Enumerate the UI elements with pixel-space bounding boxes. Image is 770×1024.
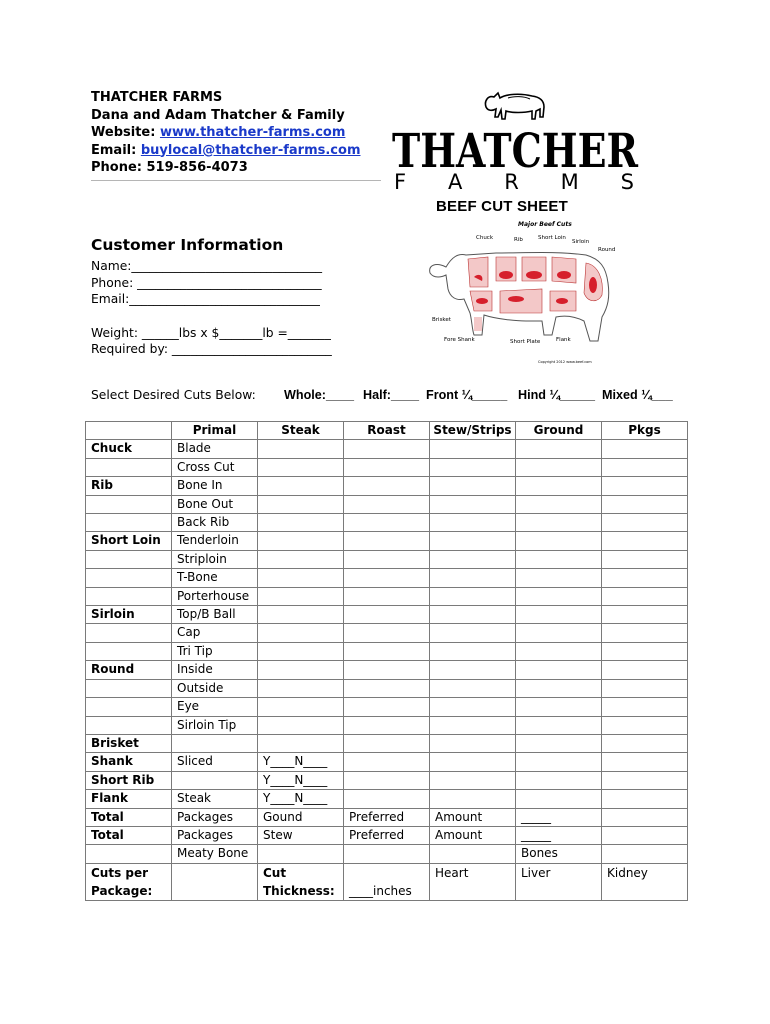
ground-cell[interactable] — [516, 440, 602, 458]
primal-cell — [86, 569, 172, 587]
cut-cell: Blade — [172, 440, 258, 458]
roast-cell[interactable] — [344, 771, 430, 789]
table-row — [86, 587, 688, 605]
cut-cell: Back Rib — [172, 514, 258, 532]
cut-cell: Bone In — [172, 477, 258, 495]
pkgs-cell[interactable] — [602, 845, 688, 863]
table-row — [86, 716, 688, 734]
kidney-cell[interactable] — [602, 863, 688, 900]
roast-cell[interactable] — [344, 477, 430, 495]
primal-cell — [86, 458, 172, 476]
table-header-row — [86, 422, 688, 440]
table-row — [86, 790, 688, 808]
table-row — [86, 550, 688, 568]
cut-label: Cut — [263, 865, 287, 880]
header-cell: Pkgs — [602, 422, 688, 440]
ground-cell[interactable]: Bones — [516, 845, 602, 863]
roast-cell[interactable] — [344, 587, 430, 605]
cow-icon — [485, 93, 544, 119]
steak-cell[interactable] — [258, 679, 344, 697]
cut-cell: Meaty Bone — [172, 845, 258, 863]
roast-cell[interactable] — [344, 716, 430, 734]
pkgs-cell[interactable] — [602, 550, 688, 568]
ground-cell[interactable] — [516, 624, 602, 642]
logo-thatcher: THATCHER — [392, 124, 639, 179]
table-row — [86, 624, 688, 642]
ground-cell[interactable] — [516, 753, 602, 771]
roast-cell[interactable]: Preferred — [344, 808, 430, 826]
whole-field[interactable]: Whole:____ — [284, 388, 354, 402]
stew-cell[interactable]: Amount — [430, 808, 516, 826]
heart-label: Heart — [435, 865, 469, 880]
primal-cell: Total — [86, 826, 172, 844]
mixed-quarter-field[interactable]: Mixed ¼___ — [602, 388, 673, 402]
header-cell: Steak — [258, 422, 344, 440]
steak-cell[interactable] — [258, 495, 344, 513]
primal-cell: Total — [86, 808, 172, 826]
contact-block — [91, 89, 361, 177]
phone-line: Phone: 519-856-4073 — [91, 160, 248, 175]
cut-cell: Tri Tip — [172, 642, 258, 660]
table-row — [86, 845, 688, 863]
stew-cell[interactable] — [430, 661, 516, 679]
roast-cell[interactable] — [344, 458, 430, 476]
header-cell — [86, 422, 172, 440]
ground-cell[interactable] — [516, 679, 602, 697]
pkgs-cell[interactable] — [602, 440, 688, 458]
sheet-title: BEEF CUT SHEET — [436, 198, 568, 215]
email-field[interactable]: Email:_______________________________ — [91, 292, 320, 306]
cut-thickness-cell[interactable] — [258, 863, 344, 900]
pkgs-cell[interactable] — [602, 606, 688, 624]
steak-cell[interactable] — [258, 716, 344, 734]
steak-cell[interactable] — [258, 550, 344, 568]
pkgs-cell[interactable] — [602, 514, 688, 532]
steak-cell[interactable] — [258, 606, 344, 624]
table-row — [86, 458, 688, 476]
primal-cell — [86, 550, 172, 568]
primal-cell — [86, 679, 172, 697]
liver-label: Liver — [521, 865, 551, 880]
label-chuck: Chuck — [476, 235, 494, 241]
table-row — [86, 569, 688, 587]
roast-cell[interactable] — [344, 606, 430, 624]
pkgs-cell[interactable] — [602, 753, 688, 771]
stew-cell[interactable] — [430, 458, 516, 476]
primal-cell — [86, 495, 172, 513]
primal-cell: Sirloin — [86, 606, 172, 624]
customer-fields — [91, 258, 332, 358]
steak-cell[interactable]: Y____N____ — [258, 771, 344, 789]
steak-cell[interactable] — [258, 458, 344, 476]
pkgs-cell[interactable] — [602, 698, 688, 716]
ground-cell[interactable] — [516, 477, 602, 495]
ground-cell[interactable] — [516, 698, 602, 716]
stew-cell[interactable] — [430, 440, 516, 458]
email-line — [91, 142, 361, 160]
pkgs-cell[interactable] — [602, 532, 688, 550]
front-quarter-field[interactable]: Front ¼_____ — [426, 388, 508, 402]
stew-cell[interactable] — [430, 845, 516, 863]
primal-cell: Round — [86, 661, 172, 679]
spacer — [349, 864, 429, 882]
pkgs-cell[interactable] — [602, 477, 688, 495]
stew-cell[interactable] — [430, 698, 516, 716]
customer-info-title: Customer Information — [91, 236, 284, 254]
header-cell: Ground — [516, 422, 602, 440]
cut-cell: Inside — [172, 661, 258, 679]
roast-cell[interactable] — [344, 514, 430, 532]
kidney-label: Kidney — [607, 865, 648, 880]
cut-cell: Packages — [172, 826, 258, 844]
steak-cell[interactable] — [258, 569, 344, 587]
ground-cell[interactable] — [516, 661, 602, 679]
pkgs-cell[interactable] — [602, 679, 688, 697]
ground-cell[interactable] — [516, 790, 602, 808]
primal-cell: Short Loin — [86, 532, 172, 550]
contact-divider — [91, 180, 381, 181]
stew-cell[interactable] — [430, 716, 516, 734]
label-rib: Rib — [514, 237, 523, 243]
pkgs-cell[interactable] — [602, 587, 688, 605]
stew-cell[interactable] — [430, 495, 516, 513]
stew-cell[interactable] — [430, 477, 516, 495]
primal-cell: Short Rib — [86, 771, 172, 789]
cut-cell: Cap — [172, 624, 258, 642]
table-row — [86, 606, 688, 624]
stew-cell[interactable] — [430, 606, 516, 624]
primal-cell — [86, 514, 172, 532]
weight-field[interactable]: Weight: ______lbs x $_______lb =_______ — [91, 325, 331, 340]
steak-cell[interactable] — [258, 440, 344, 458]
pkgs-cell[interactable] — [602, 771, 688, 789]
website-line — [91, 124, 361, 142]
steak-cell[interactable]: Y____N____ — [258, 753, 344, 771]
steak-cell[interactable] — [258, 477, 344, 495]
ground-cell[interactable] — [516, 550, 602, 568]
ground-cell[interactable] — [516, 606, 602, 624]
stew-cell[interactable] — [430, 790, 516, 808]
primal-cell: Rib — [86, 477, 172, 495]
table-row — [86, 753, 688, 771]
table-row — [86, 440, 688, 458]
steak-cell[interactable]: Stew — [258, 826, 344, 844]
stew-cell[interactable]: Amount — [430, 826, 516, 844]
roast-cell[interactable] — [344, 550, 430, 568]
inches-cell[interactable] — [344, 863, 430, 900]
table-row — [86, 863, 688, 900]
website-link[interactable]: www.thatcher-farms.com — [159, 125, 346, 140]
table-row — [86, 514, 688, 532]
roast-cell[interactable] — [344, 679, 430, 697]
roast-cell[interactable] — [344, 661, 430, 679]
cut-cell: Eye — [172, 698, 258, 716]
header-cell: Stew/Strips — [430, 422, 516, 440]
cut-cell — [172, 734, 258, 752]
cut-cell: Steak — [172, 790, 258, 808]
stew-cell[interactable] — [430, 550, 516, 568]
half-field[interactable]: Half:____ — [363, 388, 420, 402]
roast-cell[interactable] — [344, 569, 430, 587]
roast-cell[interactable] — [344, 753, 430, 771]
ground-cell[interactable] — [516, 458, 602, 476]
cuts-per-label: Cuts per — [91, 865, 149, 880]
steak-cell[interactable]: Gound — [258, 808, 344, 826]
ground-cell[interactable] — [516, 642, 602, 660]
stew-cell[interactable] — [430, 569, 516, 587]
steak-cell[interactable] — [258, 642, 344, 660]
farm-name: THATCHER FARMS — [91, 90, 223, 105]
cut-cell: Sirloin Tip — [172, 716, 258, 734]
steak-cell[interactable] — [258, 845, 344, 863]
cut-cell: Cross Cut — [172, 458, 258, 476]
header-cell: Roast — [344, 422, 430, 440]
steak-cell[interactable] — [258, 514, 344, 532]
roast-cell[interactable] — [344, 495, 430, 513]
table-row — [86, 477, 688, 495]
cut-cell: Packages — [172, 808, 258, 826]
roast-cell[interactable] — [344, 698, 430, 716]
pkgs-cell[interactable] — [602, 716, 688, 734]
primal-cell — [86, 587, 172, 605]
pkgs-cell[interactable] — [602, 569, 688, 587]
ground-cell[interactable] — [516, 734, 602, 752]
stew-cell[interactable] — [430, 753, 516, 771]
package-label: Package: — [91, 883, 153, 898]
primal-cell: Flank — [86, 790, 172, 808]
diagram-copyright: Copyright 2012 www.beef.com — [538, 360, 592, 364]
cut-table — [85, 421, 688, 901]
primal-cell — [86, 698, 172, 716]
name-field[interactable]: Name:_______________________________ — [91, 259, 323, 273]
steak-cell[interactable] — [258, 698, 344, 716]
label-short-loin: Short Loin — [538, 235, 566, 241]
ground-cell[interactable] — [516, 716, 602, 734]
phone-field[interactable]: Phone: ______________________________ — [91, 275, 322, 290]
logo-farms: F A R M S — [394, 170, 634, 191]
pkgs-cell[interactable] — [602, 642, 688, 660]
ground-cell[interactable] — [516, 495, 602, 513]
table-row — [86, 679, 688, 697]
stew-cell[interactable] — [430, 771, 516, 789]
roast-cell[interactable] — [344, 624, 430, 642]
thatcher-farms-logo — [392, 89, 640, 191]
heart-cell[interactable] — [430, 863, 516, 900]
table-row — [86, 661, 688, 679]
diagram-title: Major Beef Cuts — [518, 221, 572, 228]
ground-cell[interactable] — [516, 587, 602, 605]
roast-cell[interactable] — [344, 790, 430, 808]
pkgs-cell[interactable] — [602, 495, 688, 513]
ground-cell[interactable]: _____ — [516, 808, 602, 826]
cut-cell — [172, 771, 258, 789]
roast-cell[interactable] — [344, 734, 430, 752]
primal-cell — [86, 642, 172, 660]
roast-cell[interactable] — [344, 440, 430, 458]
inches-field: ____inches — [349, 883, 412, 898]
table-row — [86, 495, 688, 513]
roast-cell[interactable] — [344, 845, 430, 863]
table-row — [86, 642, 688, 660]
primal-cell: Brisket — [86, 734, 172, 752]
ground-cell[interactable] — [516, 532, 602, 550]
empty-cell[interactable] — [172, 863, 258, 900]
steak-cell[interactable] — [258, 661, 344, 679]
cuts-per-package-cell[interactable] — [86, 863, 172, 900]
required-by-field[interactable]: Required by: __________________________ — [91, 342, 332, 356]
ground-cell[interactable] — [516, 771, 602, 789]
pkgs-cell[interactable] — [602, 790, 688, 808]
primal-cell — [86, 845, 172, 863]
label-brisket: Brisket — [432, 317, 451, 323]
primal-cell — [86, 624, 172, 642]
cut-table-body — [86, 422, 688, 901]
steak-cell[interactable] — [258, 587, 344, 605]
cut-cell: Top/B Ball — [172, 606, 258, 624]
cut-cell: Tenderloin — [172, 532, 258, 550]
table-row — [86, 808, 688, 826]
pkgs-cell[interactable] — [602, 661, 688, 679]
cut-cell: Striploin — [172, 550, 258, 568]
stew-cell[interactable] — [430, 642, 516, 660]
primal-cell — [86, 716, 172, 734]
liver-cell[interactable] — [516, 863, 602, 900]
label-sirloin: Sirloin — [572, 239, 590, 245]
steak-cell[interactable] — [258, 532, 344, 550]
steak-cell[interactable] — [258, 734, 344, 752]
pkgs-cell[interactable] — [602, 458, 688, 476]
cut-cell: Porterhouse — [172, 587, 258, 605]
stew-cell[interactable] — [430, 532, 516, 550]
ground-cell[interactable]: _____ — [516, 826, 602, 844]
owners: Dana and Adam Thatcher & Family — [91, 107, 345, 123]
pkgs-cell[interactable] — [602, 624, 688, 642]
label-flank: Flank — [556, 337, 571, 343]
table-row — [86, 826, 688, 844]
pkgs-cell[interactable] — [602, 826, 688, 844]
hind-quarter-field[interactable]: Hind ¼_____ — [518, 388, 596, 402]
table-row — [86, 771, 688, 789]
ground-cell[interactable] — [516, 569, 602, 587]
ground-cell[interactable] — [516, 514, 602, 532]
label-round: Round — [598, 247, 616, 253]
cut-cell: T-Bone — [172, 569, 258, 587]
header-cell: Primal — [172, 422, 258, 440]
select-label: Select Desired Cuts Below: — [91, 388, 256, 402]
beef-cuts-diagram — [426, 217, 616, 367]
stew-cell[interactable] — [430, 514, 516, 532]
primal-cell: Chuck — [86, 440, 172, 458]
email-label: Email: — [91, 142, 141, 158]
steak-cell[interactable]: Y____N____ — [258, 790, 344, 808]
roast-cell[interactable] — [344, 532, 430, 550]
steak-cell[interactable] — [258, 624, 344, 642]
stew-cell[interactable] — [430, 679, 516, 697]
stew-cell[interactable] — [430, 587, 516, 605]
pkgs-cell[interactable] — [602, 734, 688, 752]
website-label: Website: — [91, 125, 160, 140]
pkgs-cell[interactable] — [602, 808, 688, 826]
label-short-plate: Short Plate — [510, 339, 541, 345]
label-fore-shank: Fore Shank — [444, 337, 475, 343]
table-row — [86, 734, 688, 752]
cut-cell: Outside — [172, 679, 258, 697]
cut-cell: Bone Out — [172, 495, 258, 513]
stew-cell[interactable] — [430, 624, 516, 642]
table-row — [86, 698, 688, 716]
thickness-label: Thickness: — [263, 883, 335, 898]
primal-cell: Shank — [86, 753, 172, 771]
table-row — [86, 532, 688, 550]
email-link[interactable]: buylocal@thatcher-farms.com — [140, 142, 361, 158]
stew-cell[interactable] — [430, 734, 516, 752]
roast-cell[interactable] — [344, 642, 430, 660]
cut-cell: Sliced — [172, 753, 258, 771]
roast-cell[interactable]: Preferred — [344, 826, 430, 844]
